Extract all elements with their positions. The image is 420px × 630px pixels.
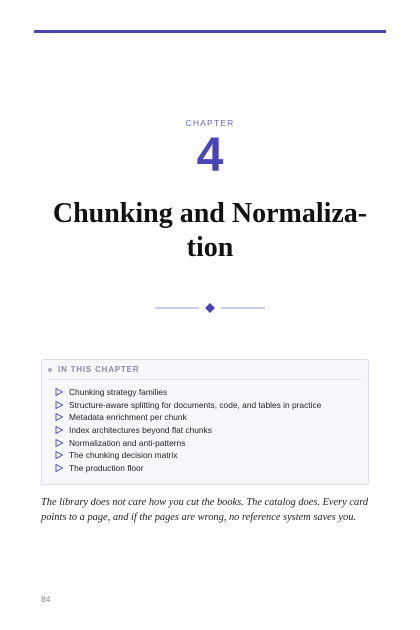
list-item-label: Metadata enrichment per chunk: [69, 412, 187, 423]
triangle-bullet-icon: [55, 451, 63, 459]
bullet-dot-icon: [48, 368, 52, 372]
list-item: [55, 436, 321, 449]
list-item-label: The chunking decision matrix: [69, 450, 178, 461]
in-this-chapter-box: [41, 359, 369, 485]
epigraph-line-2: points to a page, and if the pages are wrong, no reference system saves you.: [41, 512, 357, 523]
triangle-bullet-icon: [55, 426, 63, 434]
epigraph-line-1: The library does not care how you cut the books. The catalog does. Every card: [41, 497, 369, 508]
list-item: [55, 386, 321, 399]
list-item: [55, 399, 321, 412]
list-item-label: Normalization and anti-patterns: [69, 437, 186, 448]
diamond-ornament: [155, 302, 265, 314]
in-this-chapter-heading: IN THIS CHAPTER: [58, 365, 140, 374]
list-item-label: Structure-aware splitting for documents, code, and tables in practice: [69, 399, 322, 410]
top-accent-rule: [34, 30, 386, 33]
list-item: [55, 424, 321, 437]
list-item: [55, 462, 321, 475]
epigraph: [41, 495, 381, 525]
chapter-title-line-1: Chunking and Normaliza-: [52, 198, 368, 229]
page-number: 84: [41, 594, 51, 604]
chapter-number: 4: [196, 129, 224, 182]
triangle-bullet-icon: [55, 401, 63, 409]
list-item: [55, 449, 321, 462]
triangle-bullet-icon: [55, 388, 63, 396]
triangle-bullet-icon: [55, 464, 63, 472]
chapter-title-line-2: tion: [186, 232, 234, 263]
list-item: [55, 411, 321, 424]
chapter-contents-list: [55, 386, 321, 474]
divider: [48, 379, 362, 380]
chapter-kicker: CHAPTER: [185, 118, 235, 128]
triangle-bullet-icon: [55, 439, 63, 447]
list-item-label: Chunking strategy families: [69, 387, 168, 398]
triangle-bullet-icon: [55, 413, 63, 421]
list-item-label: The production floor: [69, 462, 144, 473]
chapter-title: [30, 197, 390, 265]
list-item-label: Index architectures beyond flat chunks: [69, 425, 212, 436]
